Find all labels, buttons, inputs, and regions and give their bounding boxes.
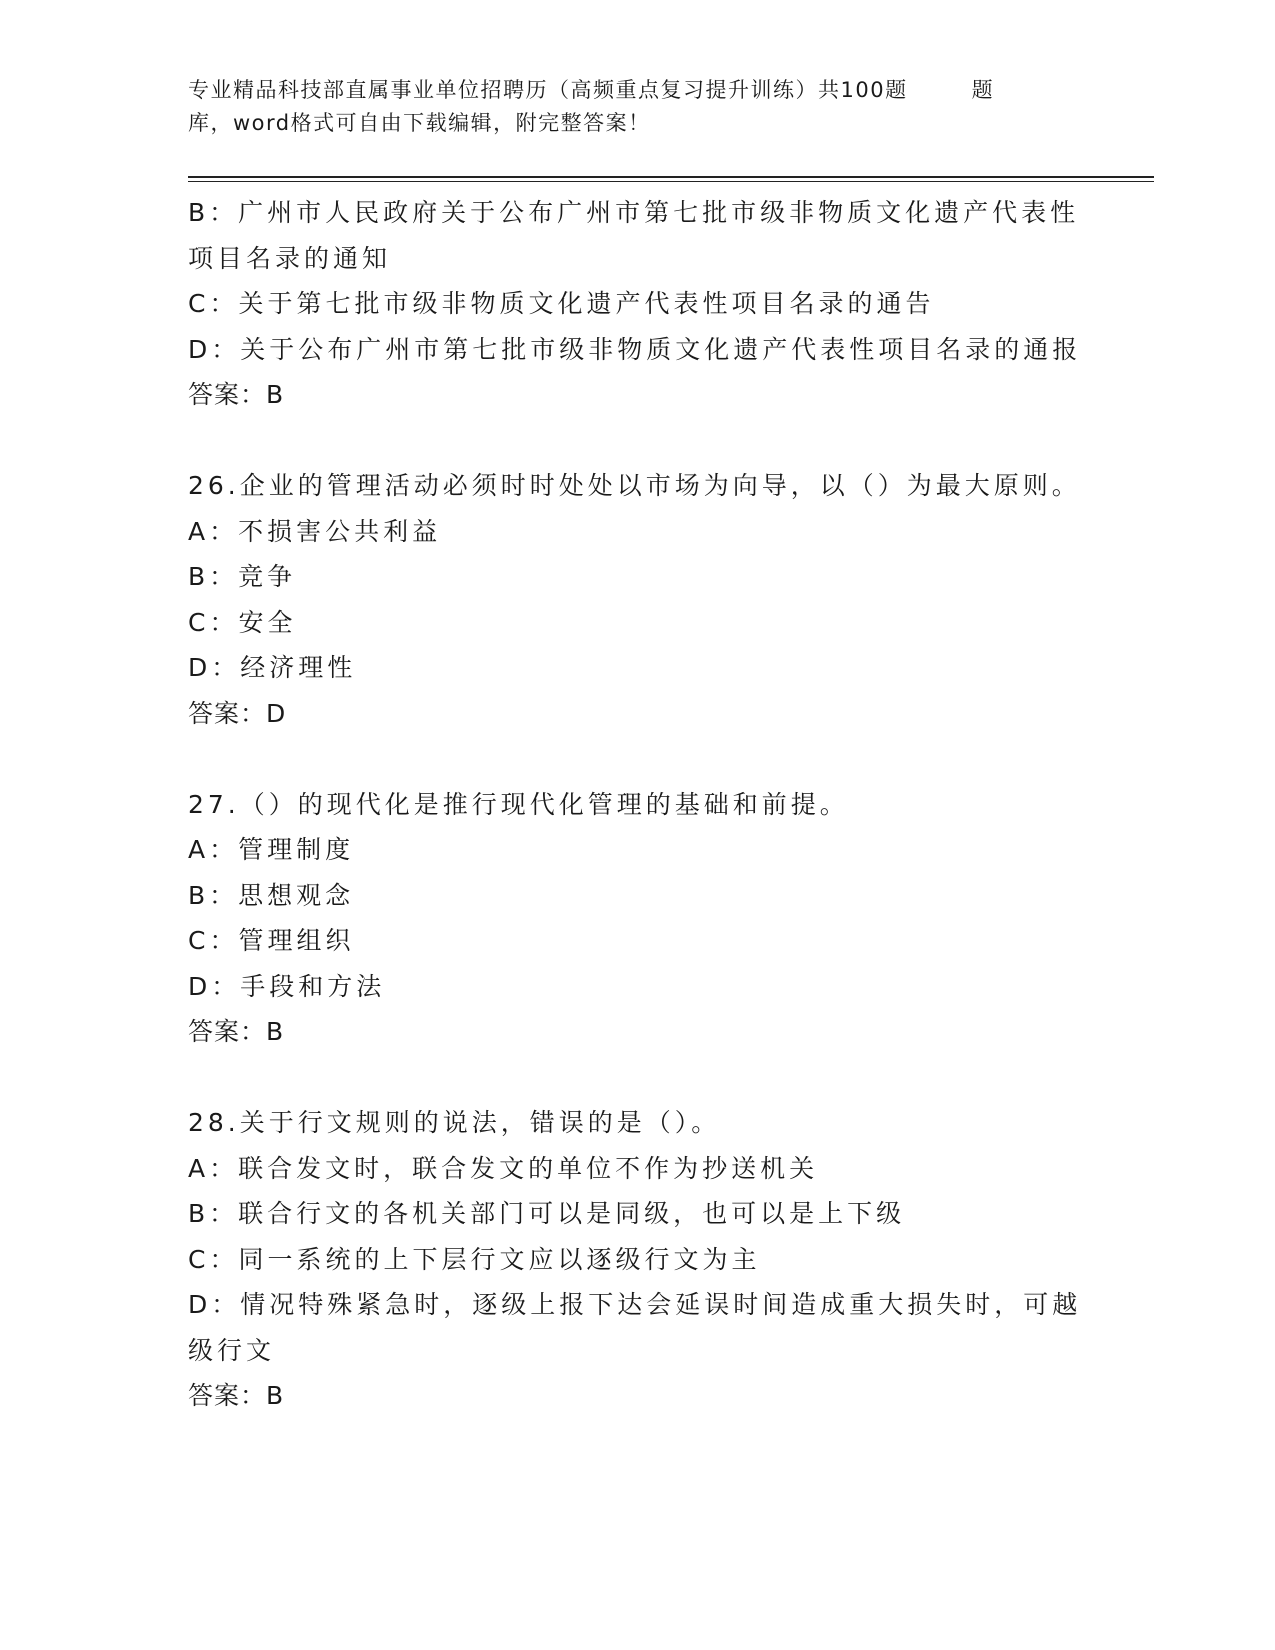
option-b: B：思想观念 — [188, 880, 355, 910]
question-28 — [188, 1100, 1088, 1419]
page-header — [188, 74, 1088, 140]
header-title-text: 专业精品科技部直属事业单位招聘历（高频重点复习提升训练）共100题 — [188, 78, 908, 102]
header-line-2: 库，word格式可自由下载编辑，附完整答案！ — [188, 111, 651, 135]
option-d: D：手段和方法 — [188, 971, 386, 1001]
question-stem: 26.企业的管理活动必须时时处处以市场为向导，以（）为最大原则。 — [188, 471, 1081, 500]
header-title-tail: 题 — [971, 78, 995, 102]
answer: 答案：B — [188, 380, 285, 409]
option-c: C：安全 — [188, 607, 297, 637]
question-stem: 27.（）的现代化是推行现代化管理的基础和前提。 — [188, 789, 849, 819]
option-a: A：不损害公共利益 — [188, 516, 442, 546]
question-27 — [188, 782, 1088, 1055]
header-line-1 — [188, 74, 1088, 107]
option-c: C：关于第七批市级非物质文化遗产代表性项目名录的通告 — [188, 289, 935, 318]
option-b: B：广州市人民政府关于公布广州市第七批市级非物质文化遗产代表性 — [188, 198, 1080, 227]
question-25 — [188, 190, 1088, 418]
option-a: A：联合发文时，联合发文的单位不作为抄送机关 — [188, 1153, 819, 1183]
question-26 — [188, 463, 1088, 736]
option-d: D：关于公布广州市第七批市级非物质文化遗产代表性项目名录的通报 — [188, 334, 1082, 364]
option-d: D：经济理性 — [188, 653, 357, 682]
option-b: B：联合行文的各机关部门可以是同级，也可以是上下级 — [188, 1199, 906, 1228]
answer: 答案：B — [188, 1381, 285, 1410]
header-divider-thick — [188, 176, 1154, 178]
answer: 答案：B — [188, 1017, 285, 1046]
option-c: C：管理组织 — [188, 926, 355, 955]
option-a: A：管理制度 — [188, 835, 355, 864]
option-b-continued: 项目名录的通知 — [188, 243, 392, 273]
option-b: B：竞争 — [188, 562, 297, 591]
question-list — [188, 190, 1088, 1419]
answer: 答案：D — [188, 698, 287, 728]
question-stem: 28.关于行文规则的说法，错误的是（）。 — [188, 1108, 721, 1137]
header-divider-thin — [188, 181, 1154, 182]
option-c: C：同一系统的上下层行文应以逐级行文为主 — [188, 1244, 761, 1274]
option-d: D：情况特殊紧急时，逐级上报下达会延误时间造成重大损失时，可越 — [188, 1290, 1082, 1319]
option-d-continued: 级行文 — [188, 1335, 276, 1365]
